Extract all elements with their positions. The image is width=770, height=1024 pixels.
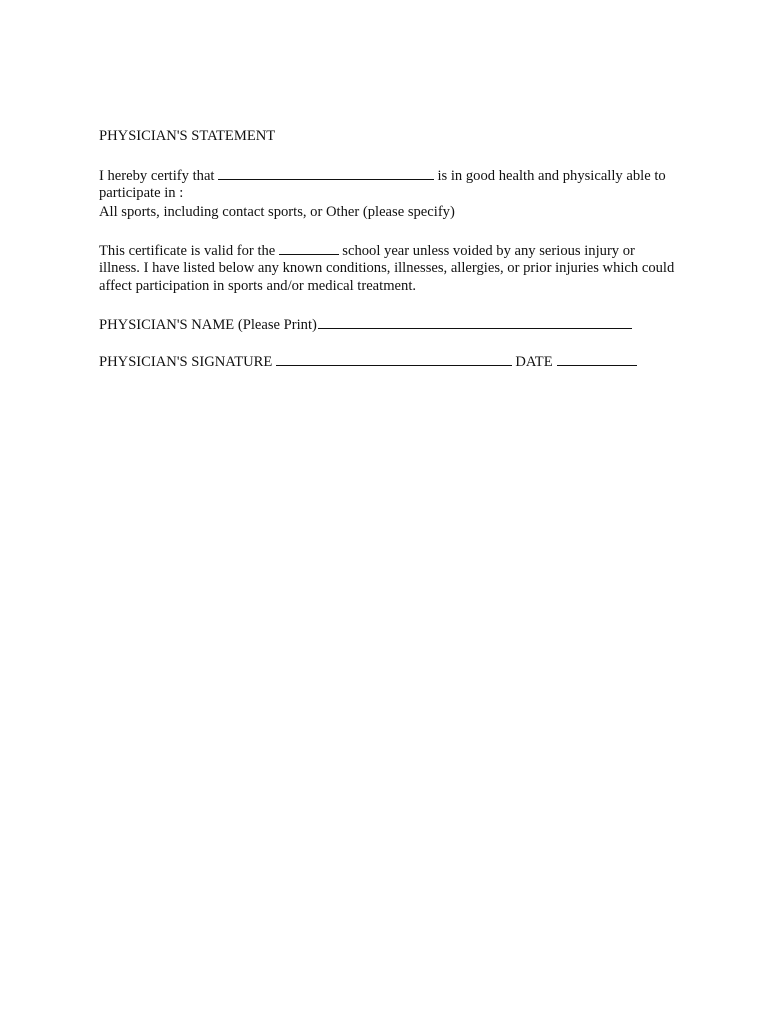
valid-suffix: school year unless voided by any serious injury or: [342, 243, 635, 259]
physician-signature-label: PHYSICIAN'S SIGNATURE: [99, 354, 273, 370]
certify-suffix: is in good health and physically able to: [437, 168, 666, 184]
physician-name-row: [99, 314, 635, 335]
affect-line: affect participation in sports and/or medical treatment.: [99, 278, 417, 294]
validity-line: [99, 240, 635, 261]
participate-line: participate in :: [99, 185, 184, 201]
physician-name-label: PHYSICIAN'S NAME (Please Print): [99, 317, 317, 333]
date-label: DATE: [515, 354, 553, 370]
signature-row: [99, 351, 640, 372]
document-title: PHYSICIAN'S STATEMENT: [99, 128, 276, 144]
certify-prefix: I hereby certify that: [99, 168, 215, 184]
athlete-name-field[interactable]: [218, 165, 434, 180]
date-field[interactable]: [557, 351, 637, 366]
sports-line: All sports, including contact sports, or Other (please specify): [99, 204, 455, 220]
school-year-field[interactable]: [279, 240, 339, 255]
conditions-line: illness. I have listed below any known conditions, illnesses, allergies, or prior injuries which could: [99, 260, 675, 276]
physician-name-field[interactable]: [318, 314, 632, 329]
certify-line: [99, 165, 666, 186]
physician-signature-field[interactable]: [276, 351, 512, 366]
valid-prefix: This certificate is valid for the: [99, 243, 276, 259]
